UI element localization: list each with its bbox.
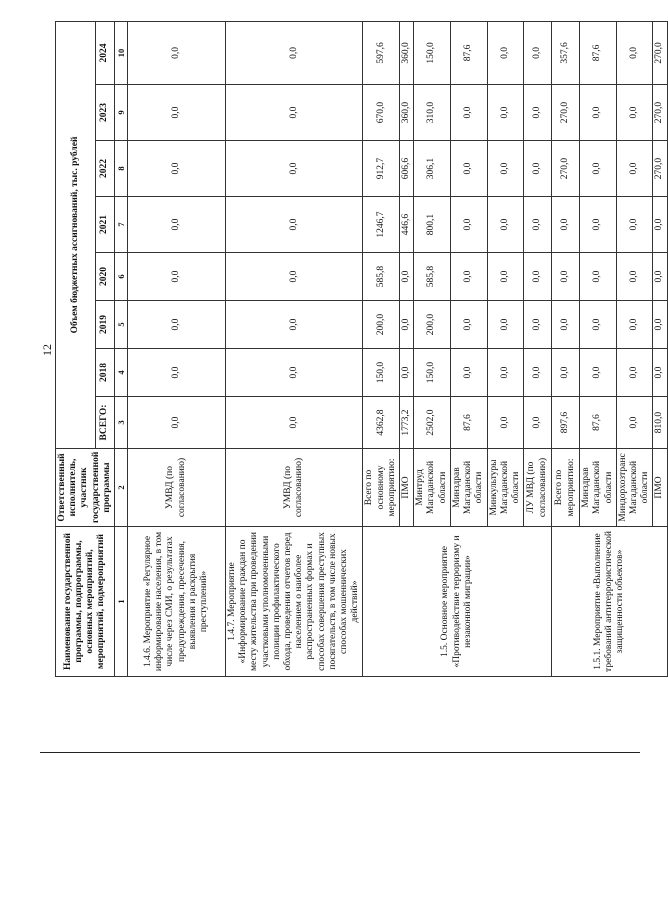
row-executor: УМВД (по согласованию)	[128, 449, 226, 527]
cell-value: 0,0	[450, 253, 487, 301]
cell-value: 0,0	[487, 253, 524, 301]
cell-value: 0,0	[226, 85, 363, 141]
col-number: 5	[115, 301, 128, 349]
cell-value: 0,0	[616, 301, 653, 349]
cell-value: 585,8	[363, 253, 400, 301]
row-executor: Всего по основному мероприятию:	[363, 449, 400, 527]
table-row	[363, 21, 400, 676]
cell-value: 200,0	[363, 301, 400, 349]
group-name: 1.5.1. Мероприятие «Выполнение требований антитеррористической защищенности объектов»	[552, 527, 667, 677]
header-year: 2023	[96, 85, 115, 141]
col-number: 2	[115, 449, 128, 527]
cell-value: 0,0	[128, 141, 226, 197]
cell-value: 0,0	[226, 21, 363, 84]
cell-value: 360,0	[400, 85, 414, 141]
cell-value: 0,0	[226, 301, 363, 349]
cell-value: 87,6	[580, 397, 617, 449]
cell-value: 357,6	[552, 21, 580, 84]
cell-value: 0,0	[450, 85, 487, 141]
cell-value: 0,0	[487, 197, 524, 253]
cell-value: 4362,8	[363, 397, 400, 449]
cell-value: 0,0	[487, 141, 524, 197]
header-budget: Объем бюджетных ассигнований, тыс. рублей	[56, 21, 96, 448]
cell-value: 0,0	[487, 301, 524, 349]
cell-value: 0,0	[580, 141, 617, 197]
cell-value: 897,6	[552, 397, 580, 449]
cell-value: 0,0	[450, 197, 487, 253]
cell-value: 0,0	[524, 197, 552, 253]
col-number: 9	[115, 85, 128, 141]
cell-value: 0,0	[524, 349, 552, 397]
cell-value: 0,0	[580, 301, 617, 349]
cell-value: 0,0	[552, 301, 580, 349]
cell-value: 585,8	[414, 253, 451, 301]
cell-value: 670,0	[363, 85, 400, 141]
header-year: 2019	[96, 301, 115, 349]
cell-value: 0,0	[400, 349, 414, 397]
cell-value: 87,6	[580, 21, 617, 84]
cell-value: 0,0	[128, 21, 226, 84]
cell-value: 0,0	[450, 301, 487, 349]
budget-table	[55, 21, 668, 677]
cell-value: 0,0	[580, 349, 617, 397]
cell-value: 0,0	[450, 349, 487, 397]
cell-value: 306,1	[414, 141, 451, 197]
cell-value: 0,0	[524, 21, 552, 84]
cell-value: 0,0	[226, 397, 363, 449]
cell-value: 270,0	[552, 85, 580, 141]
cell-value: 0,0	[524, 85, 552, 141]
cell-value: 0,0	[128, 253, 226, 301]
table-row	[128, 21, 226, 676]
cell-value: 0,0	[487, 397, 524, 449]
col-number: 6	[115, 253, 128, 301]
cell-value: 0,0	[616, 197, 653, 253]
cell-value: 0,0	[226, 197, 363, 253]
table-row	[552, 21, 580, 676]
col-number: 7	[115, 197, 128, 253]
rotated-table-wrapper	[55, 22, 665, 677]
cell-value: 0,0	[487, 85, 524, 141]
cell-value: 0,0	[226, 141, 363, 197]
cell-value: 0,0	[128, 301, 226, 349]
cell-value: 0,0	[128, 197, 226, 253]
cell-value: 0,0	[400, 253, 414, 301]
cell-value: 597,6	[363, 21, 400, 84]
header-year: 2020	[96, 253, 115, 301]
cell-value: 0,0	[653, 349, 667, 397]
col-number: 10	[115, 21, 128, 84]
table-row	[226, 21, 363, 676]
cell-value: 0,0	[616, 349, 653, 397]
cell-value: 0,0	[552, 197, 580, 253]
cell-value: 912,7	[363, 141, 400, 197]
cell-value: 0,0	[128, 85, 226, 141]
group-name: 1.5. Основное мероприятие «Противодействие терроризму и незаконной миграции»	[363, 527, 552, 677]
cell-value: 270,0	[653, 21, 667, 84]
header-year: 2022	[96, 141, 115, 197]
cell-value: 360,0	[400, 21, 414, 84]
row-executor: Миндорхозтранс Магаданской области	[616, 449, 653, 527]
header-year: 2021	[96, 197, 115, 253]
cell-value: 0,0	[653, 253, 667, 301]
cell-value: 0,0	[552, 349, 580, 397]
cell-value: 150,0	[414, 349, 451, 397]
cell-value: 200,0	[414, 301, 451, 349]
cell-value: 0,0	[226, 253, 363, 301]
cell-value: 0,0	[400, 301, 414, 349]
cell-value: 0,0	[450, 141, 487, 197]
cell-value: 150,0	[414, 21, 451, 84]
cell-value: 0,0	[487, 349, 524, 397]
row-executor: Минздрав Магаданской области	[580, 449, 617, 527]
cell-value: 606,6	[400, 141, 414, 197]
cell-value: 0,0	[653, 197, 667, 253]
header-year: 2024	[96, 21, 115, 84]
page-number: 12	[40, 344, 54, 356]
cell-value: 87,6	[450, 21, 487, 84]
cell-value: 0,0	[580, 253, 617, 301]
cell-value: 310,0	[414, 85, 451, 141]
row-executor: ПМО	[653, 449, 667, 527]
page-divider-line	[40, 752, 640, 753]
cell-value: 0,0	[580, 85, 617, 141]
cell-value: 1773,2	[400, 397, 414, 449]
cell-value: 810,0	[653, 397, 667, 449]
header-year: ВСЕГО:	[96, 397, 115, 449]
row-executor: ПМО	[400, 449, 414, 527]
cell-value: 150,0	[363, 349, 400, 397]
cell-value: 0,0	[616, 253, 653, 301]
header-name: Наименование государственной программы, подпрограммы, основных мероприятий, мероприятий, подмероприятий	[56, 527, 115, 677]
cell-value: 0,0	[226, 349, 363, 397]
cell-value: 0,0	[616, 21, 653, 84]
row-executor: УМВД (по согласованию)	[226, 449, 363, 527]
cell-value: 270,0	[552, 141, 580, 197]
col-number: 4	[115, 349, 128, 397]
cell-value: 0,0	[128, 349, 226, 397]
cell-value: 800,1	[414, 197, 451, 253]
col-number: 8	[115, 141, 128, 197]
row-executor: Минкультуры Магаданской области	[487, 449, 524, 527]
cell-value: 0,0	[524, 253, 552, 301]
header-executor: Ответственный исполнитель, участник государственной программы	[56, 449, 115, 527]
cell-value: 2502,0	[414, 397, 451, 449]
cell-value: 0,0	[524, 301, 552, 349]
header-year: 2018	[96, 349, 115, 397]
row-executor: Всего по мероприятию:	[552, 449, 580, 527]
cell-value: 0,0	[616, 397, 653, 449]
cell-value: 0,0	[552, 253, 580, 301]
cell-value: 270,0	[653, 85, 667, 141]
col-number: 3	[115, 397, 128, 449]
row-executor: Минтруд Магаданской области	[414, 449, 451, 527]
col-number: 1	[115, 527, 128, 677]
row-executor: Минздрав Магаданской области	[450, 449, 487, 527]
cell-value: 0,0	[616, 141, 653, 197]
cell-value: 0,0	[653, 301, 667, 349]
cell-value: 0,0	[524, 397, 552, 449]
cell-value: 1246,7	[363, 197, 400, 253]
cell-value: 0,0	[524, 141, 552, 197]
row-executor: ЛУ МВД (по согласованию)	[524, 449, 552, 527]
cell-value: 0,0	[128, 397, 226, 449]
row-name: 1.4.6. Мероприятие «Регулярное информирование населения, в том числе через СМИ, о результатах предупреждения, пресечения, выявления и раскрытия преступлений»	[128, 527, 226, 677]
cell-value: 0,0	[580, 197, 617, 253]
cell-value: 0,0	[487, 21, 524, 84]
cell-value: 270,0	[653, 141, 667, 197]
cell-value: 446,6	[400, 197, 414, 253]
cell-value: 0,0	[616, 85, 653, 141]
row-name: 1.4.7. Мероприятие «Информирование граждан по месту жительства при проведении участковыми уполномоченными полиции профилактического обхода, проведении отчетов перед населением о наиболее распространенных формах и способах совершения преступных посягательств, в том числе новых способах мошеннических действий»	[226, 527, 363, 677]
cell-value: 87,6	[450, 397, 487, 449]
